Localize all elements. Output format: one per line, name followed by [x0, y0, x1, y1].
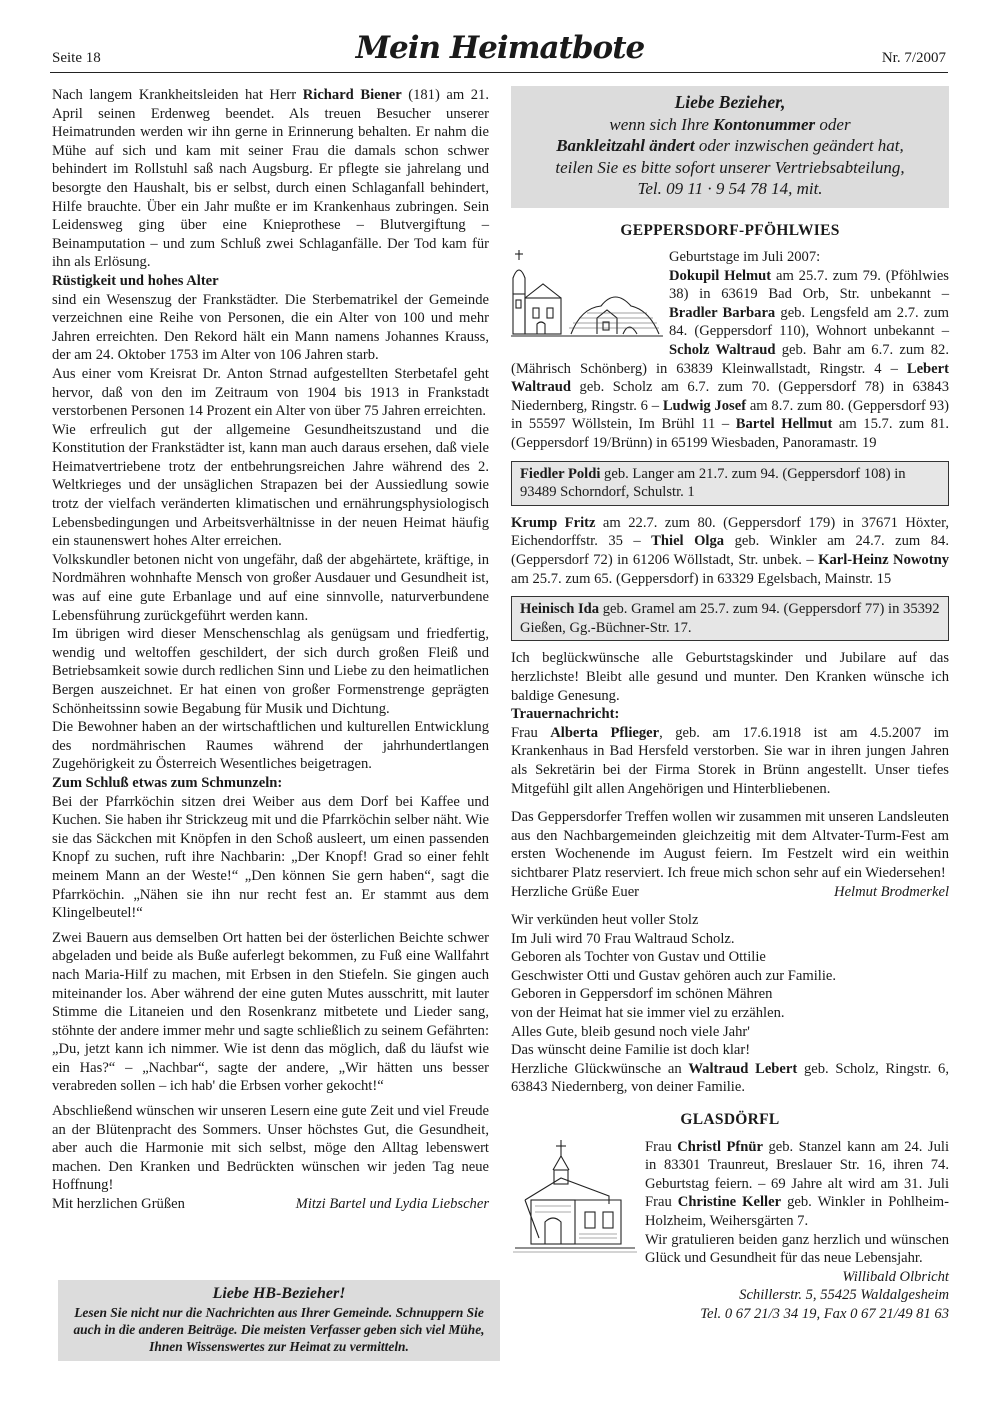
left-column	[52, 86, 489, 1214]
glasdoerfl-block	[511, 1138, 950, 1285]
glasdoerfl-address: Schillerstr. 5, 55425 Waldalgesheim	[739, 1287, 949, 1304]
highlight-box-heinisch: Heinisch Ida geb. Gramel am 25.7. zum 94. (Geppersdorf 77) in 35392 Gießen, Gg.-Büchner-Str. 17.	[511, 596, 949, 641]
issue-number: Nr. 7/2007	[881, 50, 946, 66]
meeting-paragraph: Das Geppersdorfer Treffen wollen wir zusammen mit unseren Landsleuten aus den Nachbargemeinden gleichzeitig mit dem Altvater-Turm-Fest am ersten Wochenende im August feiern. Im Festzelt wird ein weithin sichtbarer Platz reserviert. Ich freue mich schon sehr auf ein Wiedersehen!	[511, 809, 949, 881]
poem-line: von der Heimat hat sie immer viel zu erzählen.	[511, 1005, 785, 1022]
birthday-list-1: Dokupil Helmut am 25.7. zum 79. (Pföhlwies 38) in 63619 Bad Orb, Str. unbekannt – Bradler Barbara geb. Lengsfeld am 2.7. zum 84. (Geppersdorf 110), Wohnort unbekannt – Scholz Waltraud geb. Bahr am 6.7. zum 82. (Mährisch Schönberg) in 63839 Kleinwallstadt, Ringstr. 4 – Lebert Waltraud geb. Scholz am 6.7. zum 70. (Geppersdorf 78) in 63843 Niedernberg, Ringstr. 6 – Ludwig Josef am 8.7. zum 80. (Geppersdorf 93) in 55597 Wöllstein, Im Brühl 11 – Bartel Hellmut am 15.7. zum 81. (Geppersdorf 19/Brünn) in 65199 Wiesbaden, Panoramastr. 19	[511, 267, 950, 452]
glasdoerfl-signature: Willibald Olbricht	[842, 1268, 949, 1285]
humor-paragraph-2: Zwei Bauern aus demselben Ort hatten bei der österlichen Beichte schwer abgeladen und beide als Buße auferlegt bekommen, zu Fuß eine Wallfahrt nach Maria-Hilf zu machen, mit Erbsen in den Stiefeln. Sie gingen auch miteinander los. Aber während der eine guten Mutes ausschritt, mit lauter Stimme die Litaneien und den Rosenkranz mitbetete und Lieder sang, stöhnte der andere immer mehr und sagte schließlich zu seinem Gefährten: „Du, jetzt kann ich nimmer. Wie ist denn das möglich, daß du läufst wie ein Has?“ – „Nachbar“, sagte der andere, „Wir hätten uns besser verabreden sollen – ich hab' die Erbsen vorher gekocht!“	[52, 929, 489, 1095]
wishes-paragraph: Ich beglückwünsche alle Geburtstagskinder und Jubilare auf das herzlichste! Bleibt alle gesund und munter. Den Kranken wünsche ich baldige Genesung.	[511, 650, 949, 704]
hb-notice-text: Lesen Sie nicht nur die Nachrichten aus Ihrer Gemeinde. Schnuppern Sie auch in die anderen Beiträge. Die meisten Verfasser geben sich viel Mühe, Ihnen Wissenswertes zur Heimat zu vermitteln.	[73, 1305, 485, 1354]
heading-humor: Zum Schluß etwas zum Schmunzeln:	[52, 774, 283, 791]
poem-line: Geschwister Otti und Gustav gehören auch zur Familie.	[511, 967, 837, 984]
age-paragraph-4: Volkskundler betonen nicht von ungefähr, daß der abgehärtete, kräftige, in Nordmähren wohnhafte Mensch von großer Ausdauer und Gesundheit ist, was auf eine gute Erbanlage und auf eine sinnvolle, naturverbundene Lebensführung zurückgeführt werden kann.	[52, 551, 489, 624]
meeting-signature: Helmut Brodmerkel	[834, 883, 949, 900]
subscriber-notice: Liebe Bezieher, wenn sich Ihre Kontonummer oder Bankleitzahl ändert oder inzwischen geändert hat, teilen Sie es bitte sofort unserer Vertriebsabteilung, Tel. 09 11 · 9 54 78 14, mit.	[511, 86, 949, 208]
poem-line: Geboren als Tochter von Gustav und Ottilie	[511, 949, 766, 966]
heading-age: Rüstigkeit und hohes Alter	[52, 272, 219, 289]
glasdoerfl-wishes: Wir gratulieren beiden ganz herzlich und wünschen Glück und Gesundheit für das neue Lebensjahr. Willibald Olbricht	[645, 1231, 949, 1285]
obituary-paragraph: Nach langem Krankheitsleiden hat Herr Richard Biener (181) am 21. April seinen Erdenweg beendet. Als treuen Besucher unserer Heimatrunden werden wir ihn gerne in Erinnerung behalten. Er nahm die Mühe auf sich und kam mit seiner Frau die damals schon schwer behindert im Rollstuhl saß nach Augsburg. Er pflegte sie jahrelang und besorgte den Haushalt, bis er selbst, durch einen Schlaganfall behindert, Hilfe brauchte. Über ein Jahr mußte er im Krankenhaus zubringen. Sein Leidensweg ging über eine Knieprothese – Blutvergiftung – Beinamputation – und zum Schluß zwei Schlaganfälle. Der Tod kam für ihn als Erlösung.	[52, 87, 489, 271]
age-paragraph-2: Aus einer vom Kreisrat Dr. Anton Strnad aufgestellten Sterbetafel geht hervor, daß von den im Zeitraum von 1904 bis 1913 in Frankstadt verstorbenen Personen 14 Prozent ein Alter von über 75 Jahren erreichten.	[52, 365, 489, 420]
hb-notice-title: Liebe HB-Bezieher!	[212, 1285, 346, 1302]
poem-line: Im Juli wird 70 Frau Waltraud Scholz.	[511, 930, 735, 947]
birthday-poem	[511, 911, 949, 1060]
humor-paragraph-1: Bei der Pfarrköchin sitzen drei Weiber aus dem Dorf bei Kaffee und Kuchen. Sie haben ihr Strickzeug mit und die Pfarrköchin selber näht. Wie sie das Säckchen mit Knöpfen in den Schoß ausleert, um einen passenden Knopf zu suchen, ruft ihre Nachbarin: „Der Knopf! Grad so einer fehlt meinem Mann an der Weste!“ „Den können Sie gern haben“, sagt die Pfarrköchin. „Nähen sie ihn nur recht fest an. Er stammt aus dem Klingelbeutel!“	[52, 793, 489, 922]
birthday-intro: Geburtstage im Juli 2007:	[669, 249, 821, 266]
highlight-box-fiedler: Fiedler Poldi geb. Langer am 21.7. zum 94. (Geppersdorf 108) in 93489 Schorndorf, Schulstr. 1	[511, 461, 949, 506]
birthday-block	[511, 248, 949, 453]
poem-line: Das wünscht deine Familie ist doch klar!	[511, 1042, 751, 1059]
hb-readers-notice	[58, 1280, 500, 1361]
poem-line: Geboren in Geppersdorf im schönen Mähren	[511, 986, 773, 1003]
header-rule	[50, 72, 948, 73]
mourning-paragraph: Frau Alberta Pflieger, geb. am 17.6.1918 ist am 4.5.2007 im Krankenhaus in Bad Hersfeld verstorben. Sie war in ihren jungen Jahren als Sekretärin bei der Firma Storek in Brünn angestellt. Unser tiefes Mitgefühl gilt allen Angehörigen und Hinterbliebenen.	[511, 724, 950, 797]
town-heading-glasdoerfl: GLASDÖRFL	[680, 1111, 780, 1129]
age-paragraph-1: sind ein Wesenszug der Frankstädter. Die Sterbematrikel der Gemeinde verzeichnen eine Reihe von Personen, die ein Alter von 100 und mehr Jahren erreichten. Den Rekord hält ein Mann namens Johannes Krauss, der am 24. Oktober 1753 im Alter von 106 Jahren starb.	[52, 291, 489, 364]
poem-line: Wir verkünden heut voller Stolz	[511, 912, 699, 929]
masthead: Mein Heimatbote	[355, 30, 645, 66]
town-heading-geppersdorf: GEPPERSDORF-PFÖHLWIES	[620, 221, 840, 239]
subscriber-notice-title: Liebe Bezieher,	[674, 92, 786, 112]
meeting-signature-line: Herzliche Grüße Euer Helmut Brodmerkel	[511, 883, 949, 900]
poem-greeting: Herzliche Glückwünsche an Waltraud Lebert geb. Scholz, Ringstr. 6, 63843 Niedernberg, von deiner Familie.	[511, 1060, 949, 1096]
glasdoerfl-birthdays: Frau Christl Pfnür geb. Stanzel kann am 24. Juli in 83301 Traunreut, Breslauer Str. 16, ihren 74. Geburtstag feiern. – 69 Jahre alt wird am 31. Juli Frau Christine Keller geb. Winkler in Pohlheim-Holzheim, Weihersgärten 7.	[645, 1138, 950, 1229]
poem-line: Alles Gute, bleib gesund noch viele Jahr'	[511, 1023, 750, 1040]
chapel-illustration	[511, 1138, 639, 1254]
obituary-name: Richard Biener	[302, 87, 402, 103]
age-paragraph-6: Die Bewohner haben an der wirtschaftlichen und kulturellen Entwicklung des nordmährischen Raumes während der jahrhundertlangen Zugehörigkeit zu Österreich Wesentliches beigetragen.	[52, 719, 489, 773]
heading-mourning: Trauernachricht:	[511, 706, 620, 723]
subscriber-phone: Tel. 09 11 · 9 54 78 14, mit.	[637, 179, 823, 198]
page-number: Seite 18	[52, 50, 101, 66]
church-illustration	[511, 248, 663, 340]
age-paragraph-5: Im übrigen wird dieser Menschenschlag als genügsam und friedfertig, wendig und weltoffen geschildert, der sich durch großen Fleiß und Betriebsamkeit sowie durch redlichen Sinn und Liebe zu den heimatlichen Bergen auszeichnet. Er hat einen von großer Formenstrenge geprägten Schönheitssinn sowie Begabung für Musik und Dichtung.	[52, 626, 489, 717]
age-paragraph-3: Wie erfreulich gut der allgemeine Gesundheitszustand und die Konstitution der Frankstädter ist, kann man auch daraus ersehen, daß viele Heimatvertriebene trotz der entbehrungsreichen Jahre während des 2. Weltkrieges und der unsäglichen Strapazen bei der Aussiedlung sowie trotz der vielfach veränderten klimatischen und ernährungsphysiologisch Lebensbedingungen und Arbeitsverhältnisse in der neuen Heimat häufig ein staunenswert hohes Alter erreichen.	[52, 421, 489, 550]
closing-signature-line: Mit herzlichen Grüßen Mitzi Bartel und Lydia Liebscher	[52, 1196, 489, 1213]
birthday-list-2: Krump Fritz am 22.7. zum 80. (Geppersdorf 179) in 37671 Höxter, Eichendorffstr. 35 – Thiel Olga geb. Winkler am 24.7. zum 84. (Geppersdorf 72) in 61206 Wöllstadt, Str. unbek. – Karl-Heinz Nowotny am 25.7. zum 65. (Geppersdorf) in 63329 Egelsbach, Mainstr. 15	[511, 514, 949, 587]
right-column	[511, 86, 949, 1324]
closing-signature: Mitzi Bartel und Lydia Liebscher	[295, 1196, 489, 1213]
glasdoerfl-phone: Tel. 0 67 21/3 34 19, Fax 0 67 21/49 81 63	[700, 1305, 949, 1322]
closing-paragraph: Abschließend wünschen wir unseren Lesern eine gute Zeit und viel Freude an der Blütenpracht des Sommers. Unser höchstes Gut, die Gesundheit, aber auch die Harmonie mit sich selbst, möge den Alltag lebenswert machen. Den Kranken und Bedrückten wünschen wir jeden Tag neue Hoffnung!	[52, 1103, 489, 1194]
